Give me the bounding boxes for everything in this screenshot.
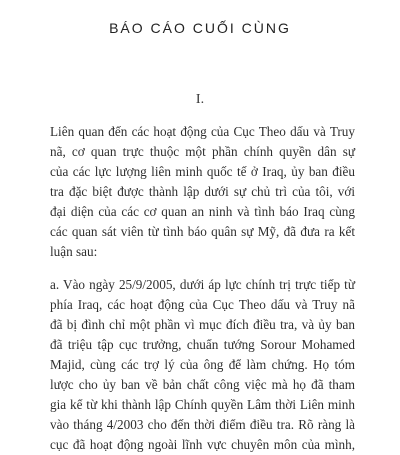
chapter-heading: BÁO CÁO CUỐI CÙNG bbox=[109, 20, 291, 36]
paragraph-2-line-1: a. Vào ngày 25/9/2005, dưới áp lực chính trị trực tiếp từ bbox=[50, 277, 355, 292]
paragraph-2-line-9: cục đã hoạt động ngoài lĩnh vực chuyên môn của mình, bbox=[50, 437, 355, 452]
paragraph-1-line-6: các quan sát viên từ tình báo quân sự Mỹ, đã đưa ra kết bbox=[50, 224, 355, 239]
paragraph-2-line-8: vào tháng 4/2003 cho đến thời điểm điều tra. Rõ ràng là bbox=[50, 417, 355, 432]
paragraph-2-line-5: Majid, cùng các trợ lý của ông để làm chứng. Họ tóm bbox=[50, 357, 355, 372]
paragraph-2-line-7: gia kể từ khi thành lập Chính quyền Lâm thời Liên minh bbox=[50, 397, 355, 412]
paragraph-1-line-1: Liên quan đến các hoạt động của Cục Theo dấu và Truy bbox=[50, 124, 355, 139]
paragraph-1-line-3: của các lực lượng liên minh quốc tế ở Iraq, ủy ban điều bbox=[50, 164, 355, 179]
paragraph-1-line-2: nã, cơ quan trực thuộc một phần chính quyền dân sự bbox=[50, 144, 355, 159]
paragraph-2-line-4: đã triệu tập cục trưởng, chuẩn tướng Sorour Mohamed bbox=[50, 337, 355, 352]
section-number: I. bbox=[195, 92, 205, 107]
paragraph-2-line-3: đã bị đình chỉ một phần vì mục đích điều tra, và ủy ban bbox=[50, 317, 355, 332]
paragraph-1-line-7: luận sau: bbox=[50, 244, 98, 259]
paragraph-2-line-2: phía Iraq, các hoạt động của Cục Theo dấu và Truy nã bbox=[50, 297, 355, 312]
paragraph-2-line-6: lược cho ủy ban về bản chất công việc mà họ đã tham bbox=[50, 377, 355, 392]
paragraph-1-line-5: đại diện của các cơ quan an ninh và tình báo Iraq cùng bbox=[50, 204, 355, 219]
paragraph-1-line-4: tra đặc biệt được thành lập dưới sự chủ trì của tôi, với bbox=[50, 184, 355, 199]
